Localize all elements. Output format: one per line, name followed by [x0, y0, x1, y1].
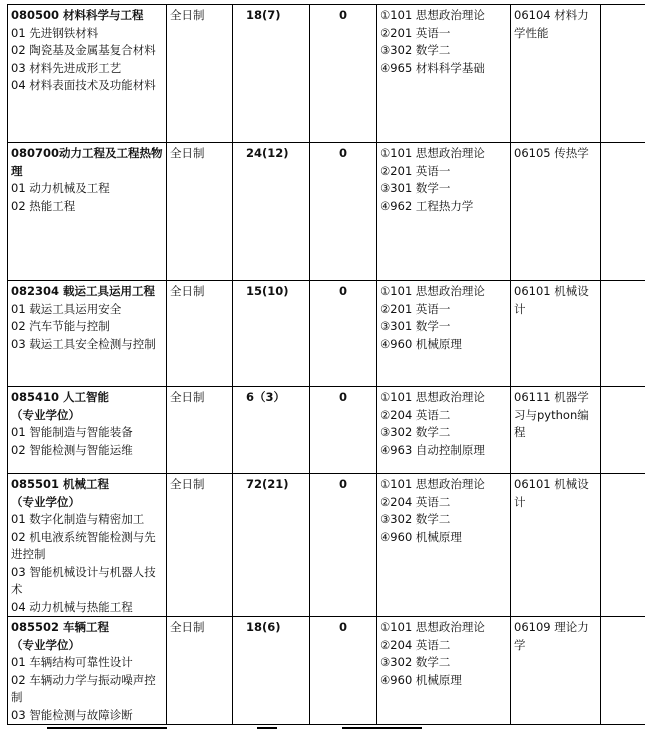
- retest-subject: 06104 材料力学性能: [514, 8, 589, 40]
- major-title: 080500 材料科学与工程: [11, 8, 144, 22]
- exempt-cell: [310, 617, 377, 725]
- study-mode-cell: [167, 143, 233, 281]
- table-row: [8, 281, 645, 387]
- exempt-cell: [310, 5, 377, 143]
- enrollment-cell: [233, 281, 310, 387]
- note-cell: [601, 617, 645, 725]
- exam-subject: ④963 自动控制原理: [380, 442, 485, 457]
- exam-subject: ④960 机械原理: [380, 672, 462, 687]
- study-mode: 全日制: [170, 390, 205, 404]
- study-mode-cell: [167, 387, 233, 474]
- cut-off-text-fragment: [47, 727, 167, 729]
- exam-subject: ①101 思想政治理论: [380, 146, 485, 160]
- direction-item: 01 数字化制造与精密加工: [11, 512, 145, 526]
- exam-subjects-cell: [377, 281, 511, 387]
- exam-subject: ④965 材料科学基础: [380, 60, 485, 75]
- note-cell: [601, 143, 645, 281]
- retest-subject: 06105 传热学: [514, 146, 589, 160]
- exempt-cell: [310, 281, 377, 387]
- exam-subject: ④962 工程热力学: [380, 198, 474, 213]
- study-mode-cell: [167, 617, 233, 725]
- major-title: 085501 机械工程: [11, 477, 110, 491]
- exam-subjects-cell: [377, 5, 511, 143]
- enrollment-count: 72(21): [246, 477, 289, 491]
- exam-subject: ④960 机械原理: [380, 529, 462, 544]
- table-row: [8, 387, 645, 474]
- retest-cell: [511, 281, 601, 387]
- exam-subject: ②204 英语二: [380, 494, 451, 509]
- exempt-cell: [310, 387, 377, 474]
- note-cell: [601, 5, 645, 143]
- note-cell: [601, 281, 645, 387]
- major-cell: [8, 143, 167, 281]
- retest-subject: 06101 机械设计: [514, 284, 589, 316]
- direction-item: 04 动力机械与热能工程: [11, 599, 133, 614]
- major-title: 085502 车辆工程: [11, 620, 110, 634]
- table-row: [8, 474, 645, 617]
- exam-subject: ④960 机械原理: [380, 336, 462, 351]
- major-cell: [8, 5, 167, 143]
- direction-item: 03 智能检测与故障诊断: [11, 707, 133, 722]
- major-subtitle: （专业学位）: [11, 494, 80, 509]
- exam-subject: ①101 思想政治理论: [380, 284, 485, 298]
- major-cell: [8, 617, 167, 725]
- retest-cell: [511, 617, 601, 725]
- direction-item: 02 机电液系统智能检测与先进控制: [11, 529, 156, 561]
- enrollment-count: 6（3）: [246, 390, 286, 404]
- exam-subject: ③302 数学二: [380, 655, 451, 669]
- study-mode-cell: [167, 5, 233, 143]
- study-mode: 全日制: [170, 284, 205, 298]
- exempt-cell: [310, 143, 377, 281]
- direction-item: 02 汽车节能与控制: [11, 319, 110, 333]
- direction-item: 04 材料表面技术及功能材料: [11, 78, 156, 92]
- direction-item: 03 载运工具安全检测与控制: [11, 336, 156, 351]
- retest-cell: [511, 5, 601, 143]
- study-mode-cell: [167, 281, 233, 387]
- exam-subject: ①101 思想政治理论: [380, 620, 485, 634]
- study-mode-cell: [167, 474, 233, 617]
- direction-item: 02 智能检测与智能运维: [11, 442, 133, 457]
- exam-subject: ②204 英语二: [380, 637, 451, 652]
- direction-item: 01 动力机械及工程: [11, 181, 110, 195]
- retest-cell: [511, 387, 601, 474]
- retest-subject: 06109 理论力学: [514, 620, 589, 652]
- table-row: [8, 5, 645, 143]
- retest-cell: [511, 143, 601, 281]
- exempt-cell: [310, 474, 377, 617]
- exempt-count: 0: [338, 284, 347, 298]
- note-cell: [601, 474, 645, 617]
- major-subtitle: （专业学位）: [11, 637, 80, 652]
- exam-subject: ③301 数学一: [380, 181, 451, 195]
- exam-subjects-cell: [377, 387, 511, 474]
- exempt-count: 0: [338, 390, 347, 404]
- study-mode: 全日制: [170, 620, 205, 634]
- exam-subject: ③302 数学二: [380, 512, 451, 526]
- exempt-count: 0: [338, 8, 347, 22]
- enrollment-cell: [233, 474, 310, 617]
- cut-off-next-row: [7, 726, 634, 730]
- note-cell: [601, 387, 645, 474]
- major-title: 085410 人工智能: [11, 390, 110, 404]
- retest-subject: 06101 机械设计: [514, 477, 589, 509]
- direction-item: 02 热能工程: [11, 198, 76, 213]
- major-cell: [8, 281, 167, 387]
- exam-subject: ①101 思想政治理论: [380, 8, 485, 22]
- direction-item: 03 材料先进成形工艺: [11, 60, 122, 75]
- enrollment-cell: [233, 5, 310, 143]
- major-subtitle: （专业学位）: [11, 407, 80, 422]
- study-mode: 全日制: [170, 146, 205, 160]
- major-cell: [8, 387, 167, 474]
- study-mode: 全日制: [170, 477, 205, 491]
- major-title: 082304 载运工具运用工程: [11, 284, 156, 298]
- exam-subject: ③302 数学二: [380, 43, 451, 57]
- study-mode: 全日制: [170, 8, 205, 22]
- exam-subject: ②201 英语一: [380, 163, 451, 178]
- exam-subject: ①101 思想政治理论: [380, 477, 485, 491]
- exempt-count: 0: [338, 477, 347, 491]
- table-row: [8, 617, 645, 725]
- direction-item: 01 车辆结构可靠性设计: [11, 655, 133, 669]
- exam-subject: ③301 数学一: [380, 319, 451, 333]
- cut-off-text-fragment: [257, 727, 277, 729]
- exempt-count: 0: [338, 146, 347, 160]
- exempt-count: 0: [338, 620, 347, 634]
- exam-subject: ②204 英语二: [380, 407, 451, 422]
- enrollment-count: 18(6): [246, 620, 281, 634]
- direction-item: 01 载运工具运用安全: [11, 301, 122, 316]
- direction-item: 01 智能制造与智能装备: [11, 425, 133, 439]
- major-cell: [8, 474, 167, 617]
- major-title: 080700动力工程及工程热物理: [11, 146, 163, 178]
- table-row: [8, 143, 645, 281]
- direction-item: 01 先进钢铁材料: [11, 25, 99, 40]
- cut-off-text-fragment: [342, 727, 422, 729]
- enrollment-cell: [233, 387, 310, 474]
- exam-subject: ①101 思想政治理论: [380, 390, 485, 404]
- direction-item: 02 车辆动力学与振动噪声控制: [11, 672, 156, 704]
- exam-subjects-cell: [377, 474, 511, 617]
- retest-cell: [511, 474, 601, 617]
- admissions-table: [7, 4, 645, 725]
- exam-subjects-cell: [377, 617, 511, 725]
- retest-subject: 06111 机器学习与python编程: [514, 390, 589, 439]
- enrollment-cell: [233, 617, 310, 725]
- exam-subject: ②201 英语一: [380, 301, 451, 316]
- direction-item: 03 智能机械设计与机器人技术: [11, 564, 156, 596]
- enrollment-count: 18(7): [246, 8, 281, 22]
- exam-subjects-cell: [377, 143, 511, 281]
- direction-item: 02 陶瓷基及金属基复合材料: [11, 43, 156, 57]
- exam-subject: ③302 数学二: [380, 425, 451, 439]
- enrollment-cell: [233, 143, 310, 281]
- enrollment-count: 24(12): [246, 146, 289, 160]
- exam-subject: ②201 英语一: [380, 25, 451, 40]
- enrollment-count: 15(10): [246, 284, 289, 298]
